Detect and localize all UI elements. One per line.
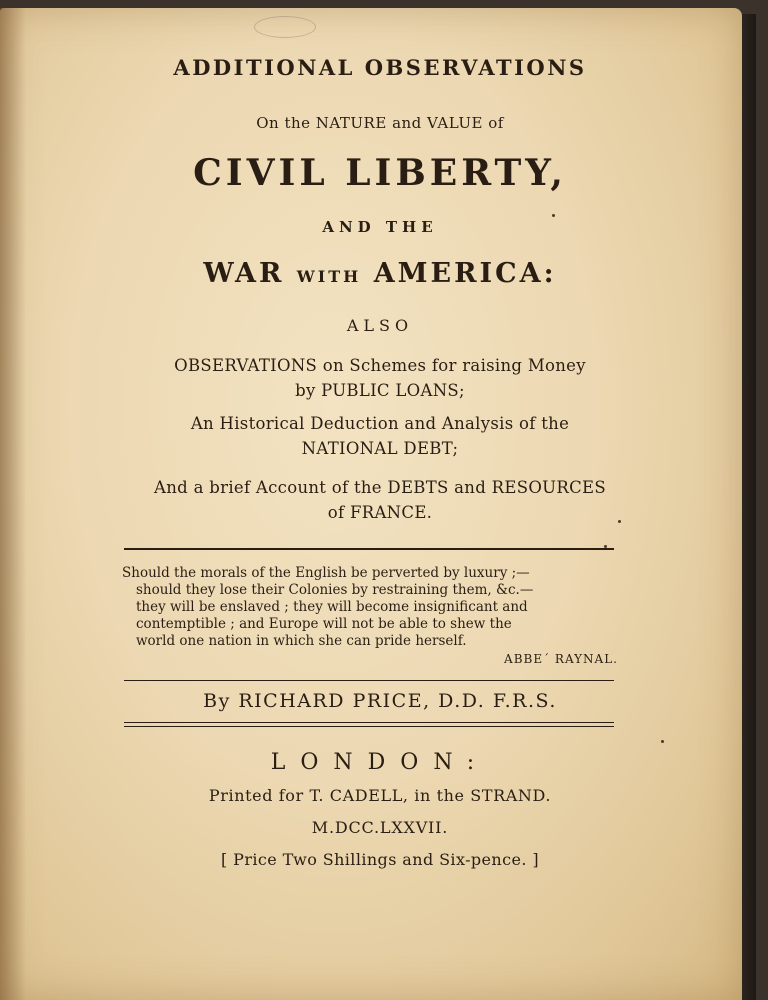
title-line-war-with-america: [20, 258, 740, 289]
epigraph-line: world one nation in which she can pride herself.: [136, 633, 467, 649]
title-line-additional-observations: ADDITIONAL OBSERVATIONS: [173, 55, 587, 80]
epigraph: [122, 565, 620, 650]
title-word-america: AMERICA:: [373, 258, 557, 289]
title-line-historical-deduction: An Historical Deduction and Analysis of the: [190, 414, 570, 433]
title-line-also: ALSO: [346, 316, 414, 335]
title-line-and-the: AND THE: [322, 218, 438, 236]
epigraph-line: Should the morals of the English be perverted by luxury ;—: [122, 565, 530, 581]
rule-below-byline-double: [124, 726, 614, 727]
title-line-debts-resources: And a brief Account of the DEBTS and RESOURCES: [154, 478, 606, 497]
title-word-with: WITH: [296, 267, 362, 286]
title-line-observations-schemes: OBSERVATIONS on Schemes for raising Money: [174, 356, 586, 375]
rule-below-byline: [124, 722, 614, 723]
imprint-year: M.DCC.LXXVII.: [311, 818, 449, 837]
imprint-price: [ Price Two Shillings and Six-pence. ]: [221, 850, 539, 869]
title-line-france: of FRANCE.: [327, 503, 433, 522]
author-byline: By RICHARD PRICE, D.D. F.R.S.: [203, 690, 557, 712]
rule-above-byline: [124, 680, 614, 681]
title-line-civil-liberty: CIVIL LIBERTY,: [193, 152, 567, 194]
paper-speck: [604, 545, 607, 548]
epigraph-attribution: ABBE´ RAYNAL.: [504, 652, 618, 666]
paper-speck: [552, 214, 555, 217]
imprint-printer: Printed for T. CADELL, in the STRAND.: [208, 786, 552, 805]
title-line-nature-value: On the NATURE and VALUE of: [256, 114, 504, 132]
title-line-national-debt: NATIONAL DEBT;: [301, 439, 459, 458]
title-word-war: WAR: [203, 258, 285, 289]
imprint-city: LONDON:: [270, 750, 490, 775]
epigraph-line: contemptible ; and Europe will not be able to shew the: [136, 616, 512, 632]
library-stamp: [254, 16, 316, 38]
title-line-public-loans: by PUBLIC LOANS;: [295, 381, 465, 400]
paper-speck: [618, 520, 621, 523]
rule-above-epigraph: [124, 548, 614, 550]
epigraph-line: should they lose their Colonies by restraining them, &c.—: [136, 582, 534, 598]
paper-speck: [661, 740, 664, 743]
epigraph-line: they will be enslaved ; they will become insignificant and: [136, 599, 528, 615]
